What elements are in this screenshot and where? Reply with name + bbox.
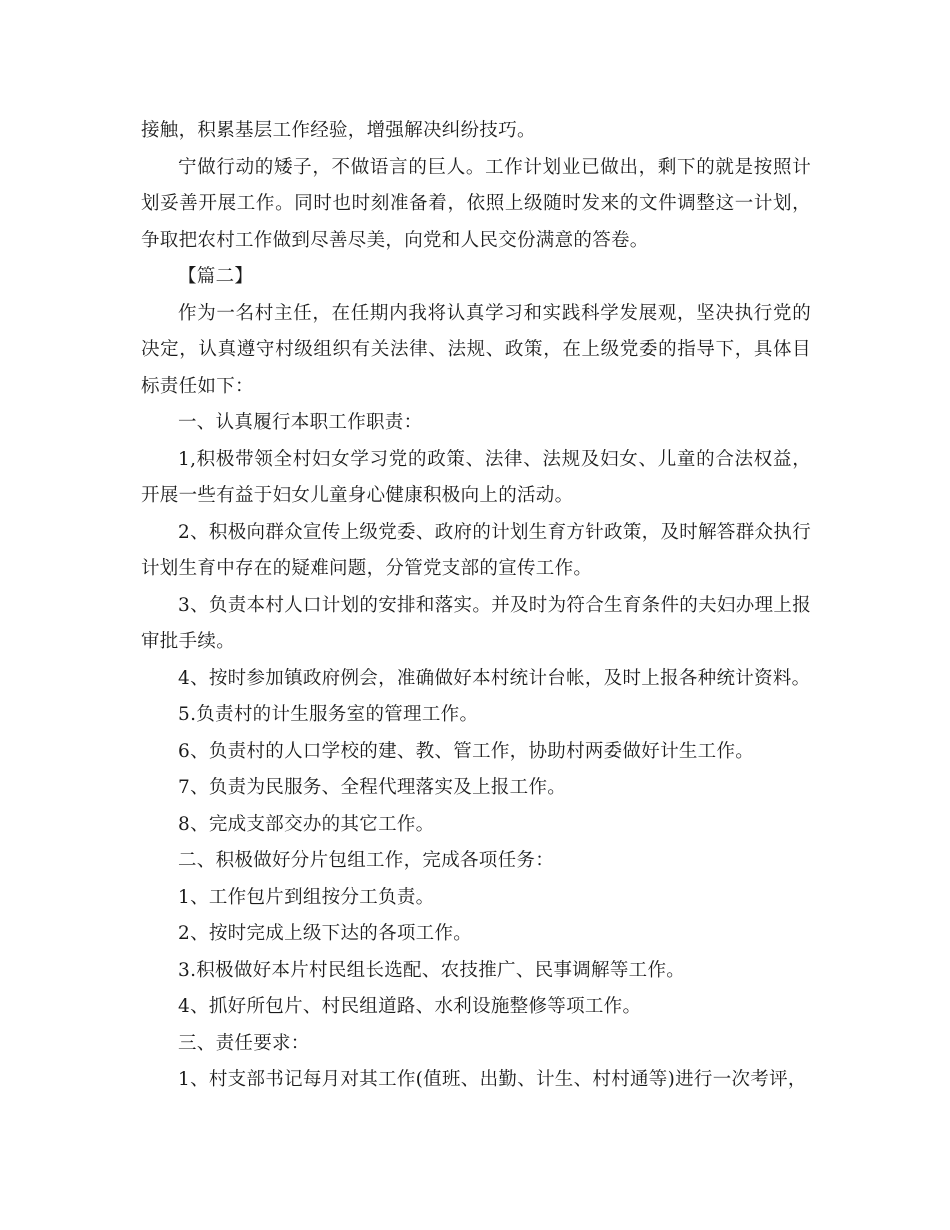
list-item-duty-7: 7、负责为民服务、全程代理落实及上报工作。	[178, 777, 567, 798]
document-body	[141, 113, 811, 1099]
list-item-duty-1: 1,积极带领全村妇女学习党的政策、法律、法规及妇女、儿童的合法权益，开展一些有益于妇女儿童身心健康积极向上的活动。	[141, 448, 811, 506]
heading-area-work: 二、积极做好分片包组工作，完成各项任务：	[178, 850, 555, 871]
list-item-area-1: 1、工作包片到组按分工负责。	[178, 886, 435, 908]
list-item-requirement-1: 1、村支部书记每月对其工作(值班、出勤、计生、村村通等)进行一次考评，	[178, 1069, 807, 1090]
list-item-duty-5: 5.负责村的计生服务室的管理工作。	[178, 704, 479, 725]
list-item-duty-8: 8、完成支部交办的其它工作。	[178, 813, 435, 835]
section-heading-part-two: 【篇二】	[178, 266, 254, 287]
list-item-area-3: 3.积极做好本片村民组长选配、农技推广、民事调解等工作。	[178, 959, 686, 981]
list-item-duty-4: 4、按时参加镇政府例会，准确做好本村统计台帐，及时上报各种统计资料。	[178, 667, 811, 689]
heading-duties: 一、认真履行本职工作职责：	[178, 412, 423, 433]
list-item-duty-2: 2、积极向群众宣传上级党委、政府的计划生育方针政策，及时解答群众执行计划生育中存在的疑难问题，分管党支部的宣传工作。	[141, 521, 811, 579]
heading-requirements: 三、责任要求：	[178, 1032, 310, 1054]
paragraph-intro: 作为一名村主任，在任期内我将认真学习和实践科学发展观，坚决执行党的决定，认真遵守村级组织有关法律、法规、政策，在上级党委的指导下，具体目标责任如下：	[141, 302, 811, 397]
list-item-area-2: 2、按时完成上级下达的各项工作。	[178, 923, 473, 944]
paragraph-action-plan: 宁做行动的矮子，不做语言的巨人。工作计划业已做出，剩下的就是按照计划妥善开展工作。同时也时刻准备着，依照上级随时发来的文件调整这一计划，争取把农村工作做到尽善尽美，向党和人民交份满意的答卷。	[141, 156, 811, 251]
list-item-duty-6: 6、负责村的人口学校的建、教、管工作，协助村两委做好计生工作。	[178, 740, 755, 762]
list-item-area-4: 4、抓好所包片、村民组道路、水利设施整修等项工作。	[178, 996, 642, 1017]
paragraph-continuation: 接触，积累基层工作经验，增强解决纠纷技巧。	[141, 120, 536, 141]
list-item-duty-3: 3、负责本村人口计划的安排和落实。并及时为符合生育条件的夫妇办理上报审批手续。	[141, 594, 811, 652]
